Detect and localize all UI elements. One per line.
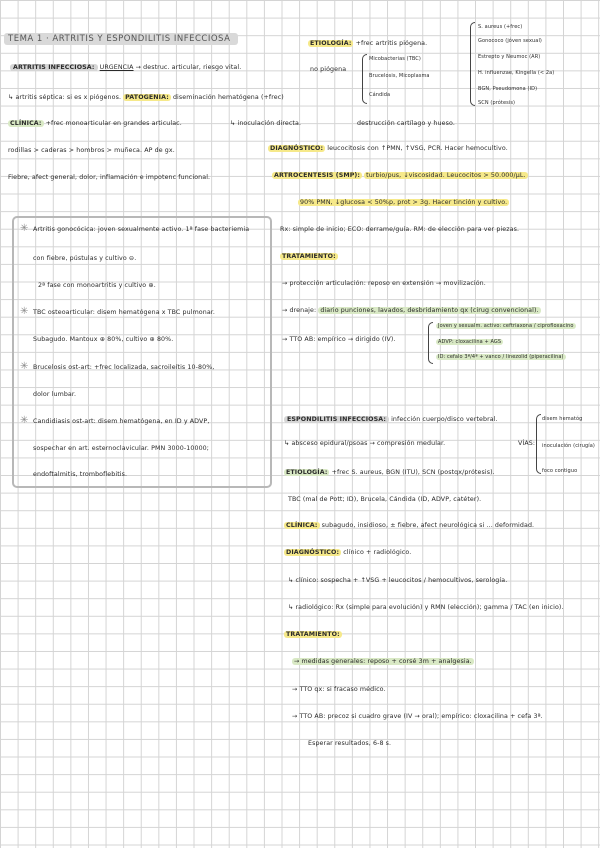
no-piogena-item: Cándida: [369, 92, 391, 98]
no-piogena-brace: [362, 54, 367, 104]
clinica-line: [8, 120, 182, 128]
diagnostico-rest: leucocitosis con ↑PMN, ↑VSG, PCR. Hacer hemocultivo.: [327, 145, 508, 152]
etiologia2-label: ETIOLOGÍA:: [286, 469, 328, 476]
no-piogena-label: no piógena: [310, 66, 347, 73]
bacteria-item: BGN, Pseudomona (ID): [478, 86, 538, 92]
tratamiento-label: [280, 253, 338, 261]
clinica2-line: [284, 522, 534, 530]
tratamiento2-1-text: → medidas generales: reposo + corsé 3m + analgesia.: [294, 658, 472, 665]
artrocentesis-label: ARTROCENTESIS (SMP):: [274, 172, 361, 179]
inoculacion-text: ↳ inoculación directa.: [230, 120, 302, 127]
ab-item: [436, 323, 576, 330]
tratamiento-1: → protección articulación: reposo en extensión → movilización.: [282, 280, 486, 287]
asterisk-icon: ✳: [20, 415, 29, 426]
diagnostico-label: DIAGNÓSTICO:: [270, 145, 324, 152]
candidiasis-text: Candidiasis ost-art: disem hematógena, en ID y ADVP,: [33, 418, 210, 425]
vias-label: VÍAS:: [518, 440, 536, 447]
ab-item-text: Joven y sexualm. activo: ceftriaxona / ciprofloxacino: [438, 323, 574, 329]
vias-item: disem hematóg: [542, 416, 583, 422]
tratamiento-2: [282, 307, 541, 315]
tratamiento-3: → TTO AB: empírico → dirigido (IV).: [282, 336, 396, 343]
etiologia-rest: +frec artritis piógena.: [355, 40, 428, 47]
urgencia-label: URGENCIA: [99, 64, 134, 71]
vias-item: inoculación (cirugía): [542, 443, 595, 449]
gonococica-text-2: con fiebre, pústulas y cultivo ⊖.: [33, 255, 137, 262]
patogenia-rest: diseminación hematógena (+frec): [172, 94, 284, 101]
clinica2-rest: subagudo, insidioso, ± fiebre, afect neurológica si ... deformidad.: [321, 522, 535, 529]
asterisk-icon: ✳: [20, 361, 29, 372]
vias-brace: [536, 414, 541, 474]
artritis-rest: → destruc. articular, riesgo vital.: [135, 64, 242, 71]
artrocentesis-values: 90% PMN, ↓glucosa < 50%p, prot > 3g. Hacer tinción y cultivo.: [300, 199, 508, 206]
etiologia-label: ETIOLOGÍA:: [310, 40, 352, 47]
artrocentesis-line: [272, 172, 528, 180]
tratamiento2-label-text: TRATAMIENTO:: [286, 631, 340, 638]
bacteria-item: H. influenzae, Kingella (< 2a): [478, 70, 555, 76]
ab-item: [436, 354, 566, 361]
tbc-text-2: Subagudo. Mantoux ⊕ 80%, cultivo ⊕ 80%.: [33, 336, 174, 343]
ab-item-text: ADVP: cloxacilina + AGS: [438, 339, 502, 345]
gonococica-text: Artritis gonocócica: joven sexualmente activo. 1ª fase bacteriemia: [33, 226, 250, 233]
candidiasis-text-3: endoftalmitis, tromboflebitis.: [33, 471, 128, 478]
diagnostico2-clinico: ↳ clínico: sospecha + ↑VSG + leucocitos / hemocultivos, serología.: [288, 577, 508, 584]
tratamiento2-1: [292, 658, 474, 666]
artrocentesis-text-2: [298, 199, 509, 207]
bacterias-brace: [470, 22, 475, 106]
rx-line: Rx: simple de inicio; ECO: derrame/guía. RM: de elección para ver piezas.: [280, 226, 520, 233]
ab-item: [436, 339, 503, 346]
artritis-label: ARTRITIS INFECCIOSA:: [10, 64, 98, 71]
espondilitis-absceso: ↳ absceso epidural/psoas → compresión medular.: [284, 440, 446, 447]
brucelosis-text: Brucelosis ost-art: +frec localizada, sacroileítis 10-80%,: [33, 364, 215, 371]
candidiasis-text-2: sospechar en art. esternoclavicular. PMN 3000-10000;: [33, 445, 210, 452]
destruccion-text: destrucción cartílago y hueso.: [357, 120, 455, 127]
tratamiento2-label: [284, 631, 342, 639]
clinica-rest: +frec monoarticular en grandes articulac.: [45, 120, 182, 127]
clinica-line-2: rodillas > caderas > hombros > muñeca. AP de gx.: [8, 147, 175, 154]
no-piogena-item: Brucelosis, Micoplasma: [369, 73, 430, 79]
patogenia-label: PATOGENIA:: [125, 94, 169, 101]
clinica-line-3: Fiebre, afect general, dolor, inflamación e impotenc funcional.: [8, 174, 211, 181]
bacteria-item: SCN (prótesis): [478, 100, 516, 106]
bacteria-item: S. aureus (+frec): [478, 24, 523, 30]
espondilitis-label: ESPONDILITIS INFECCIOSA:: [284, 416, 389, 423]
no-piogena-item: Micobacterias (TBC): [369, 56, 421, 62]
asterisk-icon: ✳: [20, 223, 29, 234]
septica-text: ↳ artritis séptica: si es x piógenos.: [8, 94, 122, 101]
artrocentesis-text: turbio/pus, ↓viscosidad. Leucocitos > 50.000/µL.: [366, 172, 526, 179]
diagnostico-line: [268, 145, 508, 153]
drenaje-label: → drenaje:: [282, 307, 317, 314]
page-title: TEMA 1 · ARTRITIS Y ESPONDILITIS INFECCIOSA: [4, 33, 238, 45]
drenaje-rest: diario punciones, lavados, desbridamiento qx (cirug convencional).: [320, 307, 539, 314]
espondilitis-heading: [284, 416, 498, 424]
tratamiento2-2: → TTO qx: si fracaso médico.: [292, 686, 386, 693]
diagnostico2-rest: clínico + radiológico.: [343, 549, 412, 556]
etiologia2-line-2: TBC (mal de Pott; ID), Brucela, Cándida (ID, ADVP, catéter).: [288, 496, 482, 503]
etiologia-line: [308, 40, 427, 48]
tratamiento2-4: Esperar resultados, 6-8 s.: [308, 740, 392, 747]
diagnostico2-label: DIAGNÓSTICO:: [286, 549, 340, 556]
brucelosis-text-2: dolor lumbar.: [33, 391, 77, 398]
ab-item-text: ID: cefalo 3ª/4ª + vanco / linezolid (piperacilina): [438, 354, 564, 360]
tbc-text: TBC osteoarticular: disem hematógena x TBC pulmonar.: [33, 309, 216, 316]
diagnostico2-radiologico: ↳ radiológico: Rx (simple para evolución) y RMN (elección); gamma / TAC (en inicio).: [288, 604, 564, 611]
diagnostico2-line: [284, 549, 411, 557]
etiologia2-rest: +frec S. aureus, BGN (ITU), SCN (postqx/prótesis).: [331, 469, 495, 476]
gonococica-text-3: 2ª fase con monoartritis y cultivo ⊕.: [38, 282, 156, 289]
clinica-label: CLÍNICA:: [10, 120, 42, 127]
tratamiento-label-text: TRATAMIENTO:: [282, 253, 336, 260]
vias-item: foco contiguo: [542, 468, 578, 474]
tratamiento2-3: → TTO AB: precoz si cuadro grave (IV → oral); empírico: cloxacilina + cefa 3ª.: [292, 713, 543, 720]
asterisk-icon: ✳: [20, 306, 29, 317]
septica-line: [8, 94, 284, 102]
espondilitis-rest: infección cuerpo/disco vertebral.: [391, 416, 498, 423]
bacteria-item: Estrepto y Neumoc (AR): [478, 54, 541, 60]
etiologia2-line: [284, 469, 495, 477]
ab-brace: [428, 322, 433, 364]
artritis-heading: [10, 64, 241, 72]
clinica2-label: CLÍNICA:: [286, 522, 318, 529]
bacteria-item: Gonococo (jóven sexual): [478, 38, 542, 44]
